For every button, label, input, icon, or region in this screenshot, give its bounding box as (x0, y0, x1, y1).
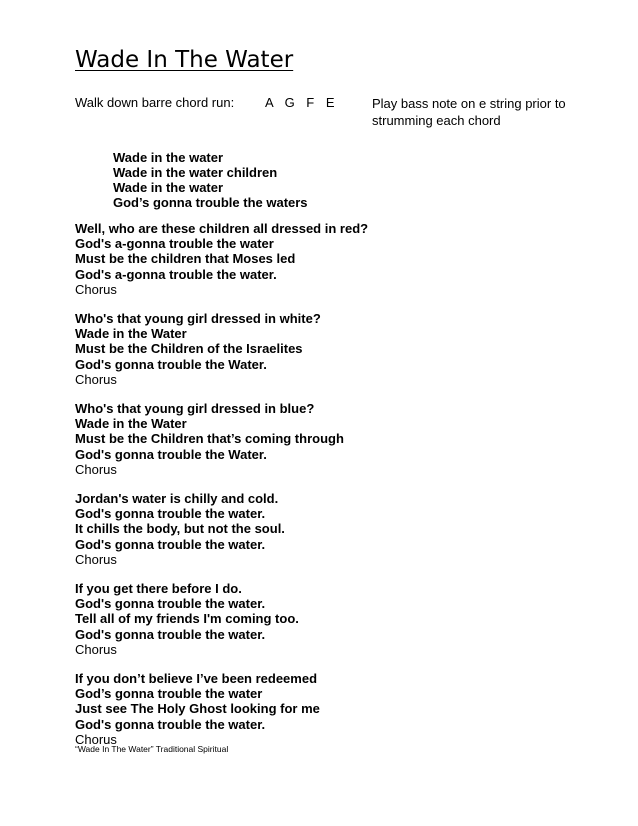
verse (75, 401, 368, 477)
verse-line: God's gonna trouble the Water. (75, 356, 267, 372)
verse-line: Tell all of my friends I'm coming too. (75, 611, 299, 627)
chorus-marker: Chorus (75, 641, 117, 657)
verse-line: Who's that young girl dressed in blue? (75, 401, 315, 417)
chord-run-label: Walk down barre chord run: (75, 95, 235, 110)
chord-run-instruction: Play bass note on e string prior to strumming each chord (372, 96, 566, 128)
chorus-marker: Chorus (75, 281, 117, 297)
verse-line: Must be the Children of the Israelites (75, 341, 303, 357)
verse-line: God's gonna trouble the water. (75, 536, 266, 552)
verse-line: God’s gonna trouble the water (75, 686, 263, 702)
verse-line: Must be the children that Moses led (75, 251, 296, 267)
verses (75, 221, 368, 761)
verse-line: God's gonna trouble the Water. (75, 446, 267, 462)
verse-line: God's gonna trouble the water. (75, 626, 266, 642)
verse-line: God's gonna trouble the water. (75, 716, 266, 732)
verse-line: Who's that young girl dressed in white? (75, 311, 321, 327)
chorus-line: God’s gonna trouble the waters (113, 195, 308, 210)
chorus-marker: Chorus (75, 461, 117, 477)
chorus-marker: Chorus (75, 731, 117, 747)
verse-line: God's a-gonna trouble the water (75, 236, 274, 252)
verse (75, 311, 368, 387)
verse (75, 221, 368, 297)
verse-line: Wade in the Water (75, 416, 187, 432)
verse-line: Must be the Children that’s coming through (75, 431, 344, 447)
chorus-marker: Chorus (75, 371, 117, 387)
footer-credit: “Wade In The Water” Traditional Spiritual (75, 744, 229, 754)
page-title: Wade In The Water (75, 47, 294, 73)
verse-line: Well, who are these children all dressed in red? (75, 221, 369, 236)
chorus-line: Wade in the water children (113, 165, 278, 180)
verse-line: God's a-gonna trouble the water. (75, 266, 277, 282)
chorus-marker: Chorus (75, 551, 117, 567)
verse-line: God's gonna trouble the water. (75, 596, 266, 612)
verse (75, 491, 368, 567)
verse-line: It chills the body, but not the soul. (75, 521, 285, 537)
verse (75, 671, 368, 747)
verse (75, 581, 368, 657)
verse-line: If you don’t believe I’ve been redeemed (75, 671, 318, 687)
chord-run-notes: A G F E (265, 95, 335, 110)
chorus-line: Wade in the water (113, 150, 224, 165)
verse-line: Wade in the Water (75, 326, 187, 342)
chorus-line: Wade in the water (113, 180, 224, 195)
chorus-block (113, 150, 308, 210)
verse-line: Just see The Holy Ghost looking for me (75, 701, 320, 717)
verse-line: Jordan's water is chilly and cold. (75, 491, 279, 507)
verse-line: If you get there before I do. (75, 581, 242, 597)
verse-line: God's gonna trouble the water. (75, 506, 266, 522)
